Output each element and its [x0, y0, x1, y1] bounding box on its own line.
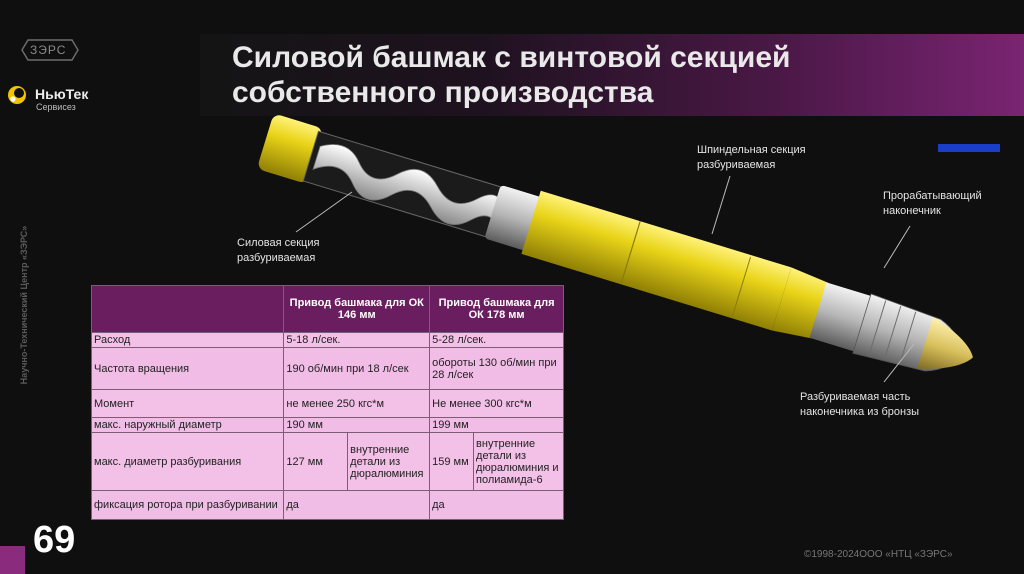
table-cell: 5-28 л/сек.: [430, 333, 564, 348]
table-row: [92, 433, 564, 491]
callout-reaming-tip: Прорабатывающий наконечник: [883, 190, 982, 217]
zers-logo-text: ЗЭРС: [30, 43, 67, 57]
table-cell: внутренние детали из дюралюминия: [348, 433, 430, 491]
table-row-label: Расход: [92, 333, 284, 348]
slide-title: Силовой башмак с винтовой секцией собственного производства: [232, 41, 791, 109]
table-cell: 5-18 л/сек.: [284, 333, 430, 348]
table-row: [92, 418, 564, 433]
page-number-box: [0, 546, 25, 574]
leader-power-section: [296, 192, 352, 232]
table-cell: Не менее 300 кгс*м: [430, 390, 564, 418]
copyright: ©1998-2024ООО «НТЦ «ЗЭРС»: [804, 549, 953, 560]
side-organization-text: Научно-Технический Центр «ЗЭРС»: [19, 225, 29, 385]
table-row-label: макс. диаметр разбуривания: [92, 433, 284, 491]
table-cell: 190 об/мин при 18 л/сек: [284, 348, 430, 390]
page-number: 69: [33, 519, 76, 561]
table-cell: не менее 250 кгс*м: [284, 390, 430, 418]
table-cell: 199 мм: [430, 418, 564, 433]
table-row-label: макс. наружный диаметр: [92, 418, 284, 433]
table-row: [92, 348, 564, 390]
table-header-empty: [92, 286, 284, 333]
newtek-logo-name: НьюТек: [35, 86, 89, 102]
table-cell: да: [284, 491, 430, 520]
table-row-label: Момент: [92, 390, 284, 418]
table-cell: 159 мм: [430, 433, 474, 491]
blue-marker: [938, 144, 1000, 152]
table-cell: внутренние детали из дюралюминия и полиамида-6: [474, 433, 564, 491]
leader-reaming-tip: [884, 226, 910, 268]
spec-table: [91, 285, 564, 520]
table-row-label: фиксация ротора при разбуривании: [92, 491, 284, 520]
table-header-row: [92, 286, 564, 333]
table-header-178: Привод башмака для ОК 178 мм: [430, 286, 564, 333]
table-row: [92, 390, 564, 418]
newtek-logo-subtitle: Сервисез: [36, 102, 76, 112]
table-cell: 127 мм: [284, 433, 348, 491]
leader-spindle: [712, 176, 730, 234]
table-cell: 190 мм: [284, 418, 430, 433]
table-row: [92, 333, 564, 348]
table-cell: да: [430, 491, 564, 520]
callout-spindle-section: Шпиндельная секция разбуриваемая: [697, 144, 806, 171]
table-header-146: Привод башмака для ОК 146 мм: [284, 286, 430, 333]
table-cell: обороты 130 об/мин при 28 л/сек: [430, 348, 564, 390]
callout-bronze-part: Разбуриваемая часть наконечника из бронзы: [800, 391, 920, 418]
callout-power-section: Силовая секция разбуриваемая: [237, 237, 320, 264]
table-row: [92, 491, 564, 520]
table-row-label: Частота вращения: [92, 348, 284, 390]
